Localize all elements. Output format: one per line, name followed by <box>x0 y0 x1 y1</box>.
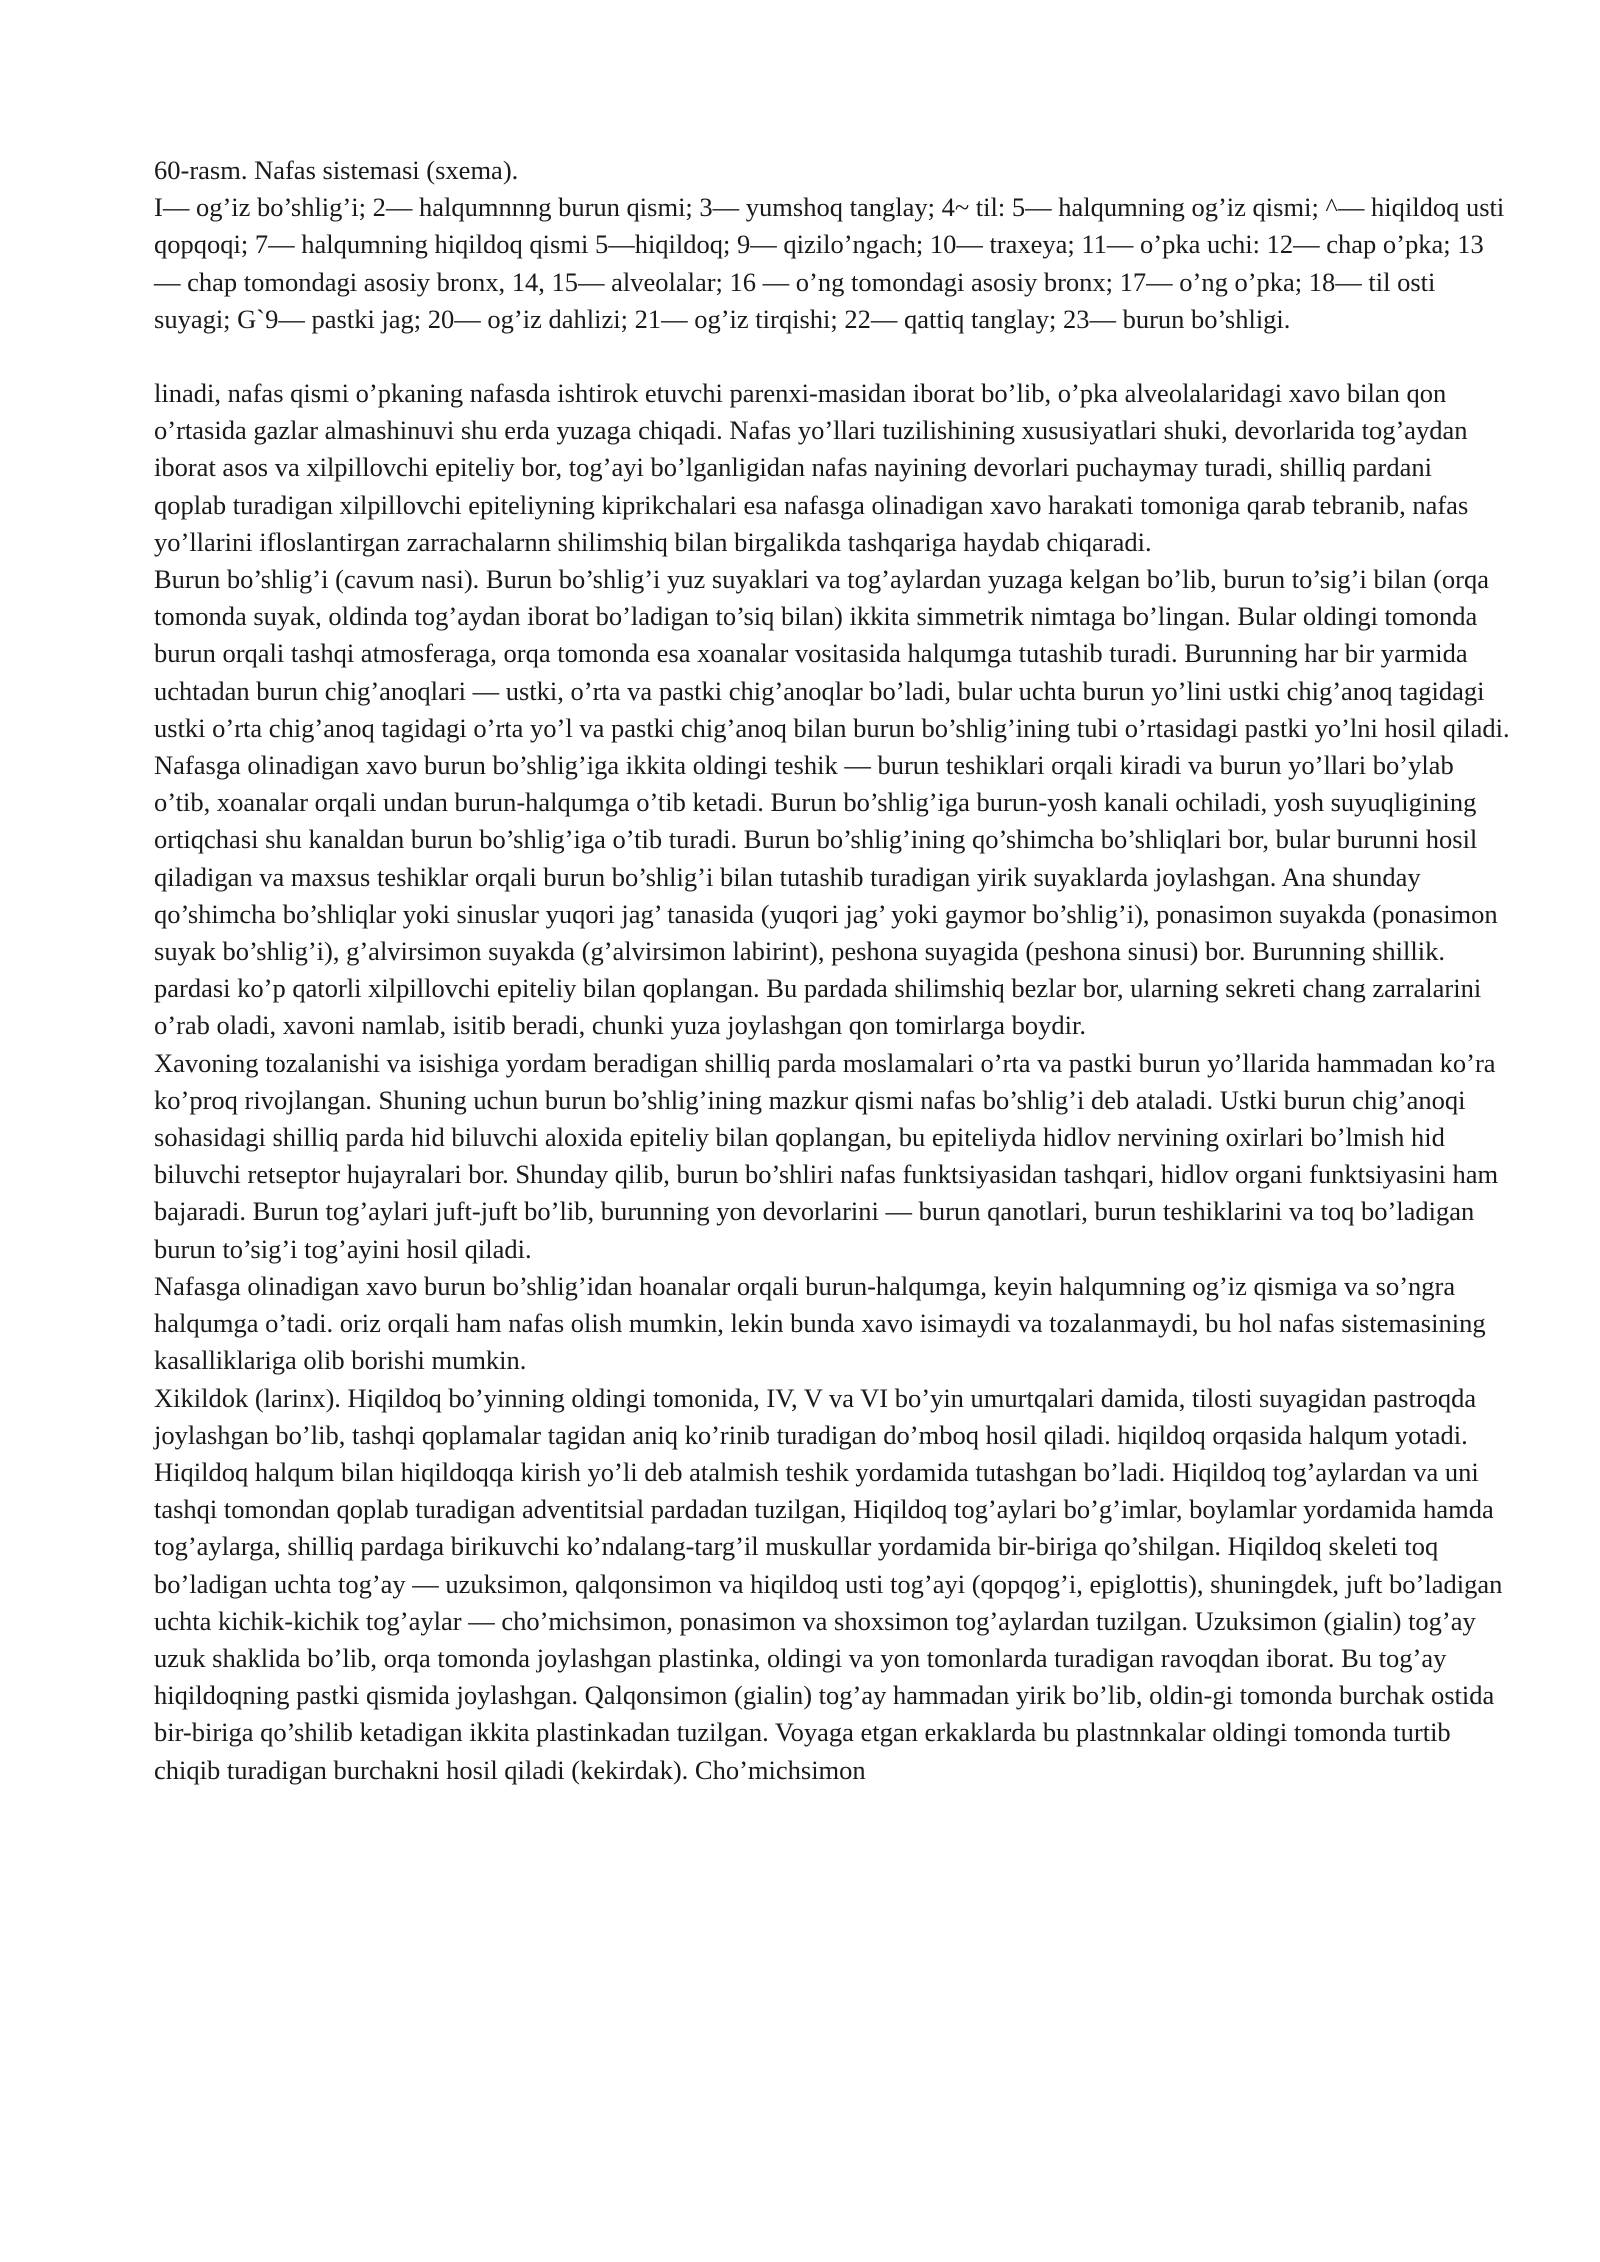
body-paragraph-larynx: Xikildok (larinx). Hiqildoq bo’yinning oldingi tomonida, IV, V va VI bo’yin umurtqalari damida, tilosti suyagidan pastroqda joylashgan bo’lib, tashqi qoplamalar tagidan aniq ko’rinib turadigan do’mboq hosil qiladi. hiqildoq orqasida halqum yotadi. Hiqildoq halqum bilan hiqildoqqa kirish yo’li deb atalmish teshik yordamida tutashgan bo’ladi. Hiqildoq tog’aylardan va uni tashqi tomondan qoplab turadigan adventitsial pardadan tuzilgan, Hiqildoq tog’aylari bo’g’imlar, boylamlar yordamida hamda tog’aylarga, shilliq pardaga birikuvchi ko’ndalang-targ’il muskullar yordamida bir-biriga qo’shilgan. Hiqildoq skeleti toq bo’ladigan uchta tog’ay — uzuksimon, qalqonsimon va hiqildoq usti tog’ayi (qopqog’i, epiglottis), shuningdek, juft bo’ladigan uchta kichik-kichik tog’aylar — cho’michsimon, ponasimon va shoxsimon tog’aylardan tuzilgan. Uzuksimon (gialin) tog’ay uzuk shaklida bo’lib, orqa tomonda joylashgan plastinka, oldingi va yon tomonlarda turadigan ravoqdan iborat. Bu tog’ay hiqildoqning pastki qismida joylashgan. Qalqonsimon (gialin) tog’ay hammadan yirik bo’lib, oldin-gi tomonda burchak ostida bir-biriga qo’shilib ketadigan ikkita plastinkadan tuzilgan. Voyaga etgan erkaklarda bu plastnnkalar oldingi tomonda turtib chiqib turadigan burchakni hosil qiladi (kekirdak). Cho’michsimon <box>154 1382 1503 1785</box>
body-paragraph-air-path: Nafasga olinadigan xavo burun bo’shlig’idan hoanalar orqali burun-halqumga, keyin halqumning og’iz qismiga va so’ngra halqumga o’tadi. oriz orqali ham nafas olish mumkin, lekin bunda xavo isimaydi va tozalanmaydi, bu hol nafas sistemasining kasalliklariga olib borishi mumkin. <box>154 1270 1486 1376</box>
figure-caption-title: 60-rasm. Nafas sistemasi (sxema). <box>154 155 519 185</box>
paragraph-gap <box>154 338 1510 375</box>
document-page <box>154 152 1510 1789</box>
figure-caption-legend: I— og’iz bo’shlig’i; 2— halqumnnng burun qismi; 3— yumshoq tanglay; 4~ til: 5— halqumning og’iz qismi; ^— hiqildoq usti qopqoqi; 7— halqumning hiqildoq qismi 5—hiqildoq; 9— qizilo’ngach; 10— traxeya; 11— o’pka uchi: 12— chap o’pka; 13— chap tomondagi asosiy bronx, 14, 15— alveolalar; 16 — o’ng tomondagi asosiy bronx; 17— o’ng o’pka; 18— til osti suyagi; G`9— pastki jag; 20— og’iz dahlizi; 21— og’iz tirqishi; 22— qattiq tanglay; 23— burun bo’shligi. <box>154 192 1505 334</box>
body-paragraph-intro: linadi, nafas qismi o’pkaning nafasda ishtirok etuvchi parenxi-masidan iborat bo’lib, o’pka alveolalaridagi xavo bilan qon o’rtasida gazlar almashinuvi shu erda yuzaga chiqadi. Nafas yo’llari tuzilishining xususiyatlari shuki, devorlarida tog’aydan iborat asos va xilpillovchi epiteliy bor, tog’ayi bo’lganligidan nafas nayining devorlari puchaymay turadi, shilliq pardani qoplab turadigan xilpillovchi epiteliyning kiprikchalari esa nafasga olinadigan xavo harakati tomoniga qarab tebranib, nafas yo’llarini ifloslantirgan zarrachalarnn shilimshiq bilan birgalikda tashqariga haydab chiqaradi. <box>154 378 1469 557</box>
body-paragraph-nasal-cavity: Burun bo’shlig’i (cavum nasi). Burun bo’shlig’i yuz suyaklari va tog’aylardan yuzaga kelgan bo’lib, burun to’sig’i bilan (orqa tomonda suyak, oldinda tog’aydan iborat bo’ladigan to’siq bilan) ikkita simmetrik nimtaga bo’lingan. Bular oldingi tomonda burun orqali tashqi atmosferaga, orqa tomonda esa xoanalar vositasida halqumga tutashib turadi. Burunning har bir yarmida uchtadan burun chig’anoqlari — ustki, o’rta va pastki chig’anoqlar bo’ladi, bular uchta burun yo’lini ustki chig’anoq tagidagi ustki o’rta chig’anoq tagidagi o’rta yo’l va pastki chig’anoq bilan burun bo’shlig’ining tubi o’rtasidagi pastki yo’lni hosil qiladi. Nafasga olinadigan xavo burun bo’shlig’iga ikkita oldingi teshik — burun teshiklari orqali kiradi va burun yo’llari bo’ylab o’tib, xoanalar orqali undan burun-halqumga o’tib ketadi. Burun bo’shlig’iga burun-yosh kanali ochiladi, yosh suyuqligining ortiqchasi shu kanaldan burun bo’shlig’iga o’tib turadi. Burun bo’shlig’ining qo’shimcha bo’shliqlari bor, bular burunni hosil qiladigan va maxsus teshiklar orqali burun bo’shlig’i bilan tutashib turadigan yirik suyaklarda joylashgan. Ana shunday qo’shimcha bo’shliqlar yoki sinuslar yuqori jag’ tanasida (yuqori jag’ yoki gaymor bo’shlig’i), ponasimon suyakda (ponasimon suyak bo’shlig’i), g’alvirsimon suyakda (g’alvirsimon labirint), peshona suyagida (peshona sinusi) bor. Burunning shillik. pardasi ko’p qatorli xilpillovchi epiteliy bilan qoplangan. Bu pardada shilimshiq bezlar bor, ularning sekreti chang zarralarini o’rab oladi, xavoni namlab, isitib beradi, chunki yuza joylashgan qon tomirlarga boydir. <box>154 564 1510 1041</box>
body-paragraph-air-cleaning: Xavoning tozalanishi va isishiga yordam beradigan shilliq parda moslamalari o’rta va pastki burun yo’llarida hammadan ko’ra ko’proq rivojlangan. Shuning uchun burun bo’shlig’ining mazkur qismi nafas bo’shlig’i deb ataladi. Ustki burun chig’anoqi sohasidagi shilliq parda hid biluvchi aloxida epiteliy bilan qoplangan, bu epiteliyda hidlov nervining oxirlari bo’lmish hid biluvchi retseptor hujayralari bor. Shunday qilib, burun bo’shliri nafas funktsiyasidan tashqari, hidlov organi funktsiyasini ham bajaradi. Burun tog’aylari juft-juft bo’lib, burunning yon devorlarini — burun qanotlari, burun teshiklarini va toq bo’ladigan burun to’sig’i tog’ayini hosil qiladi. <box>154 1047 1499 1264</box>
